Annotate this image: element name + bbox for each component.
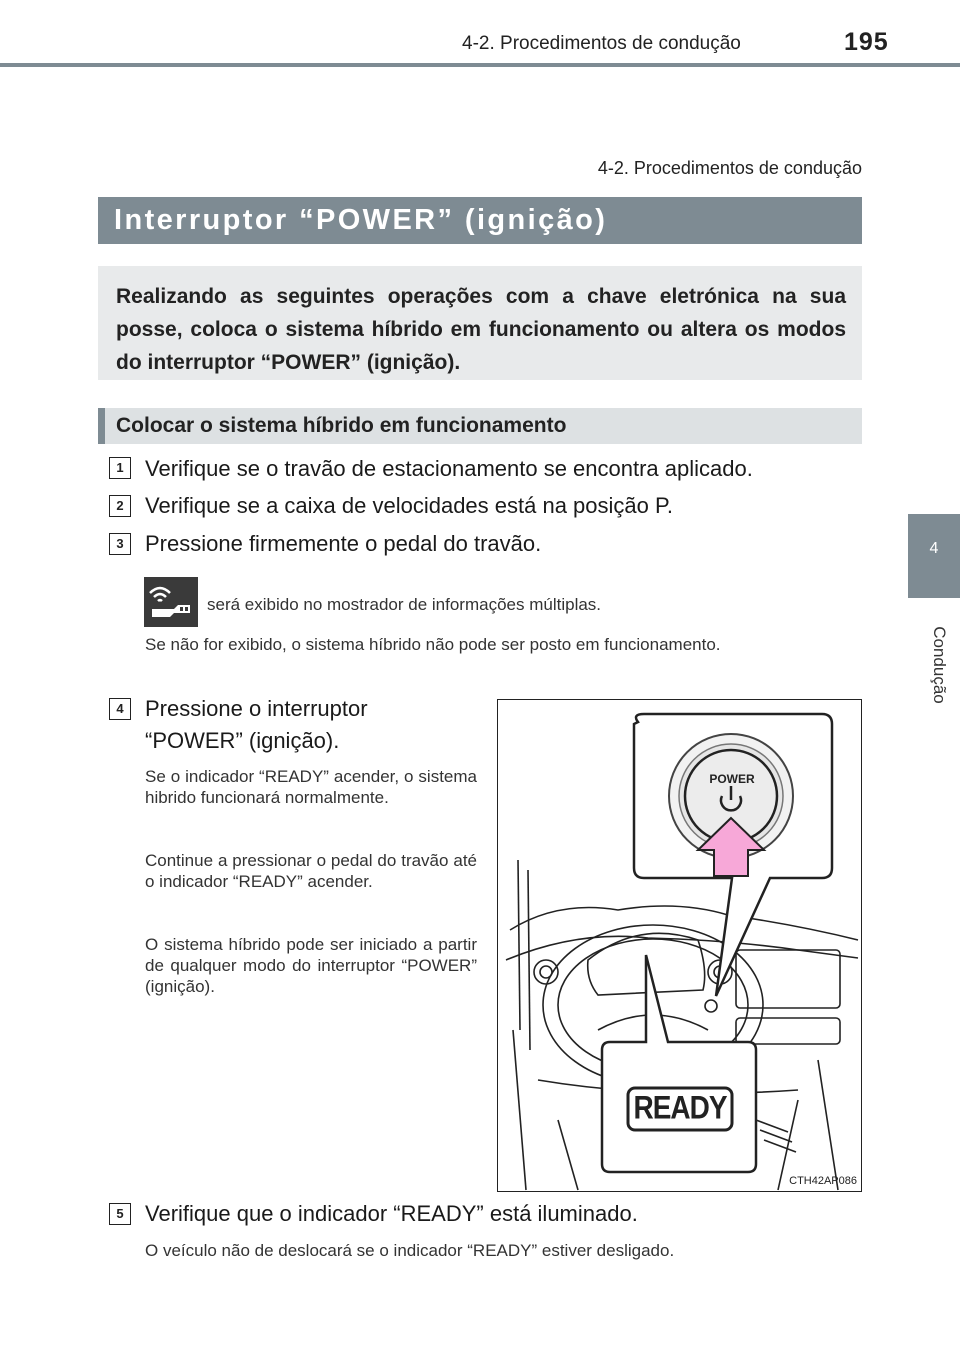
step-3-badge: 3 [109,533,131,555]
chapter-number: 4 [929,540,939,557]
header-section-title: 4-2. Procedimentos de condução [462,33,741,54]
step-5-badge: 5 [109,1203,131,1225]
step-4-note-2: Continue a pressionar o pedal do travão até o indicador “READY” acender. [145,851,477,891]
figure-code: CTH42AP086 [789,1175,857,1187]
intro-text: Realizando as seguintes operações com a chave eletrónica na sua posse, coloca o sistema híbrido em funcionamento ou altera os modos do interruptor “POWER” (ignição). [116,285,846,374]
step-4-note-1: Se o indicador “READY” acender, o sistema hibrido funcionará normalmente. [145,767,477,807]
step-3-note: Se não for exibido, o sistema híbrido não pode ser posto em funcionamento. [145,635,721,654]
ready-indicator-icon [144,577,198,627]
step-5-text: Verifique que o indicador “READY” está iluminado. [145,1201,638,1226]
power-button-label: POWER [709,772,755,786]
section-title: Colocar o sistema híbrido em funcionamento [116,414,567,437]
page-number: 195 [844,28,889,56]
step-4-note-3: O sistema híbrido pode ser iniciado a partir de qualquer modo do interruptor “POWER” (ignição). [145,935,477,996]
page-title: Interruptor “POWER” (ignição) [114,204,608,236]
intro-box [98,266,862,380]
section-header [98,408,862,444]
power-switch-illustration [497,699,862,1192]
page-title-bar [98,197,862,244]
step-3-text: Pressione firmemente o pedal do travão. [145,531,542,556]
step-4-text-line2: “POWER” (ignição). [145,728,340,753]
step-1-text: Verifique se o travão de estacionamento se encontra aplicado. [145,456,753,481]
page-header [0,0,960,66]
step-2-text: Verifique se a caixa de velocidades está na posição P. [145,493,673,518]
ready-indicator-label: READY [633,1089,727,1126]
step-4-text-line1: Pressione o interruptor [145,696,368,721]
header-rule [0,63,960,67]
chapter-label: Condução [930,626,949,704]
breadcrumb: 4-2. Procedimentos de condução [597,158,862,178]
step-1-badge: 1 [109,457,131,479]
step-4-badge: 4 [109,698,131,720]
step-2-badge: 2 [109,495,131,517]
chapter-tab [908,514,960,598]
step-5-note: O veículo não de deslocará se o indicador “READY” estiver desligado. [145,1241,675,1260]
step-3-icon-caption: será exibido no mostrador de informações múltiplas. [207,595,602,614]
